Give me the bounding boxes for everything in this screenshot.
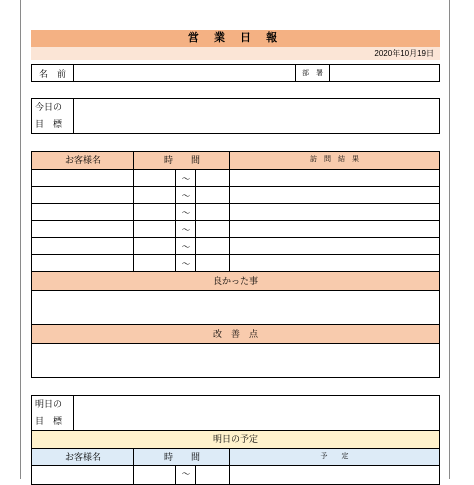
plan-header-customer: お客様名	[64, 452, 101, 462]
tomorrow-plan-label: 明日の予定	[32, 431, 439, 448]
time-tilde: ～	[181, 242, 191, 252]
dept-field[interactable]	[330, 65, 439, 81]
visits-hline	[32, 220, 439, 221]
time-tilde: ～	[181, 259, 191, 269]
dept-label: 部 署	[296, 65, 330, 81]
page-border-right	[449, 0, 450, 479]
today-goal-field[interactable]	[74, 99, 439, 133]
time-tilde: ～	[181, 225, 191, 235]
today-goal-label-line2: 目 標	[35, 119, 63, 129]
page-border-left	[20, 0, 21, 479]
name-label: 名 前	[32, 65, 74, 81]
plan-time-tilde: ～	[181, 469, 191, 479]
today-goal-row	[31, 98, 440, 134]
today-goal-label-line1: 今日の	[35, 102, 63, 112]
time-tilde: ～	[181, 208, 191, 218]
tomorrow-goal-label-line1: 明日の	[35, 399, 63, 409]
good-things-field[interactable]	[32, 291, 439, 324]
visits-header-customer: お客様名	[64, 155, 101, 165]
plan-header-time: 時 間	[163, 452, 200, 462]
visits-hline	[32, 186, 439, 187]
name-dept-row	[31, 64, 440, 82]
tomorrow-goal-label-line2: 目 標	[35, 416, 63, 426]
improvement-field[interactable]	[32, 344, 439, 377]
good-things-label: 良かった事	[32, 272, 439, 290]
report-title: 営 業 日 報	[31, 30, 440, 47]
report-date: 2020年10月19日	[31, 47, 440, 60]
name-field[interactable]	[74, 65, 296, 81]
today-goal-label	[32, 99, 74, 133]
plan-hline	[32, 465, 439, 466]
time-tilde: ～	[181, 191, 191, 201]
visits-hline	[32, 254, 439, 255]
visits-hline	[32, 203, 439, 204]
tomorrow-goal-label	[35, 396, 73, 430]
visits-table	[31, 151, 440, 378]
improvement-label: 改 善 点	[32, 325, 439, 343]
visits-header-time: 時 間	[163, 155, 200, 165]
visits-header-result: 訪 問 結 果	[310, 156, 359, 163]
tomorrow-goal-field[interactable]	[74, 396, 439, 430]
visits-hline	[32, 169, 439, 170]
visits-hline	[32, 237, 439, 238]
time-tilde: ～	[181, 174, 191, 184]
plan-header-plan: 予 定	[320, 453, 349, 460]
tomorrow-section	[31, 395, 440, 485]
